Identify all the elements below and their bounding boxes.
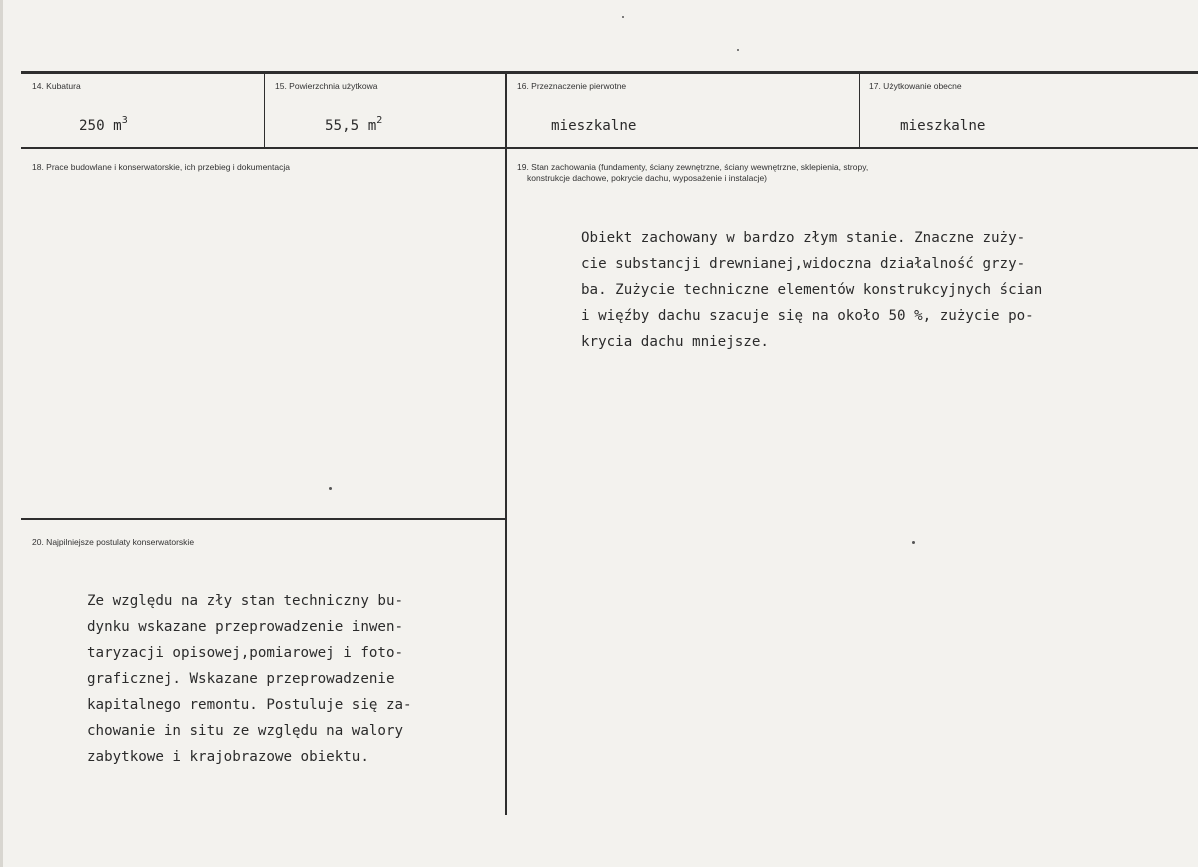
paper-speck [622,16,624,18]
paper-speck [737,49,739,51]
field-20-line: kapitalnego remontu. Postuluje się za- [87,697,412,713]
field-19-label-line-1: 19. Stan zachowania (fundamenty, ściany zewnętrzne, ściany wewnętrzne, sklepienia, stropy, [517,162,869,172]
field-17-value: mieszkalne [900,118,986,134]
col-divider-14-15 [264,73,265,148]
field-20-text [87,588,412,770]
field-16-label: 16. Przeznaczenie pierwotne [517,81,627,91]
paper-speck [329,487,332,490]
field-20-line: chowanie in situ ze względu na walory [87,723,404,739]
field-14-value-superscript: 3 [121,115,128,126]
field-14-value [79,115,128,134]
field-14-value-text: 250 m [79,118,122,134]
field-15-label: 15. Powierzchnia użytkowa [275,81,378,91]
main-col-divider [505,73,507,815]
field-19-line: krycia dachu mniejsze. [581,334,769,350]
field-20-line: Ze względu na zły stan techniczny bu- [87,593,404,609]
section-20-top-rule [21,518,505,520]
field-19-line: Obiekt zachowany w bardzo złym stanie. Znaczne zuży- [581,230,1026,246]
field-20-line: zabytkowe i krajobrazowe obiektu. [87,749,369,765]
field-20-line: graficznej. Wskazane przeprowadzenie [87,671,395,687]
field-20-line: taryzacji opisowej,pomiarowej i foto- [87,645,404,661]
field-15-value-superscript: 2 [376,115,383,126]
field-19-line: cie substancji drewnianej,widoczna działalność grzy- [581,256,1026,272]
field-20-line: dynku wskazane przeprowadzenie inwen- [87,619,404,635]
field-15-value [325,115,382,134]
field-15-value-text: 55,5 m [325,118,377,134]
field-19-line: i więźby dachu szacuje się na około 50 %, zużycie po- [581,308,1034,324]
header-row-bottom-rule [21,147,1198,149]
paper-speck [912,541,915,544]
field-20-label: 20. Najpilniejsze postulaty konserwatorskie [32,537,195,547]
top-rule [21,71,1198,74]
field-14-label: 14. Kubatura [32,81,81,91]
col-divider-16-17 [859,73,860,148]
field-19-text [581,225,1042,355]
field-19-line: ba. Zużycie techniczne elementów konstrukcyjnych ścian [581,282,1043,298]
field-16-value: mieszkalne [551,118,637,134]
field-17-label: 17. Użytkowanie obecne [869,81,962,91]
field-19-label-line-2: konstrukcje dachowe, pokrycie dachu, wyposażenie i instalacje) [527,173,768,183]
field-18-label: 18. Prace budowlane i konserwatorskie, ich przebieg i dokumentacja [32,162,290,172]
